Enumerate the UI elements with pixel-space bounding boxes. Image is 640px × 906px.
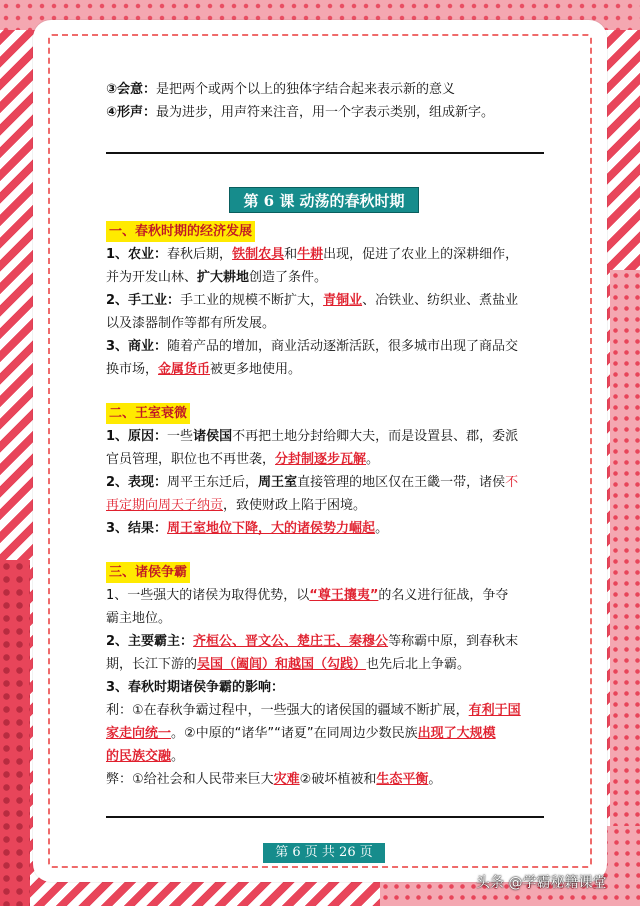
section-heading: 二、王室衰微 xyxy=(106,403,190,424)
right-dots-pattern xyxy=(610,270,640,830)
item-label: 1、农业： xyxy=(106,247,168,262)
left-dots-pattern xyxy=(0,560,30,906)
text-line xyxy=(106,494,546,517)
item-label: 3、商业： xyxy=(106,339,168,354)
keyword: 不 xyxy=(505,475,519,490)
intro-block xyxy=(106,78,546,124)
intro-line-1 xyxy=(106,78,546,101)
item-label: 2、主要霸主： xyxy=(106,634,194,649)
keyword: 有利于国 xyxy=(468,703,521,718)
intro-line-2 xyxy=(106,101,546,124)
text: 出现，促进了农业上的深耕细作， xyxy=(323,247,519,262)
keyword: 出现了大规模 xyxy=(417,726,496,741)
keyword: 扩大耕地 xyxy=(197,270,250,285)
term-label: ③会意： xyxy=(106,82,157,97)
keyword: 分封制逐步瓦解 xyxy=(275,452,367,467)
text: 手工业的规模不断扩大， xyxy=(180,293,324,308)
text: ，致使财政上陷于困境。 xyxy=(223,498,367,513)
text: 创造了条件。 xyxy=(249,270,328,285)
text-line xyxy=(106,335,546,358)
keyword: 齐桓公、晋文公、楚庄王、秦穆公 xyxy=(193,634,389,649)
keyword: 再定期向周天子纳贡 xyxy=(106,498,224,513)
keyword: “尊王攘夷” xyxy=(309,588,379,603)
watermark: 头条 @学霸秘籍课堂 xyxy=(476,875,607,891)
text-line xyxy=(106,607,546,630)
text: 被更多地使用。 xyxy=(210,362,302,377)
lesson-title: 第 6 课 动荡的春秋时期 xyxy=(229,187,419,213)
footer-divider xyxy=(106,816,544,818)
keyword: 灾难 xyxy=(273,772,300,787)
text: 、冶铁业、纺织业、煮盐业 xyxy=(362,293,519,308)
text-line xyxy=(106,471,546,494)
text-line xyxy=(106,448,546,471)
keyword: 周王室 xyxy=(258,475,298,490)
text-line xyxy=(106,358,546,381)
divider-rule xyxy=(106,152,544,154)
keyword: 家走向统一 xyxy=(106,726,172,741)
text: 官员管理，职位也不再世袭， xyxy=(106,452,276,467)
text: 利：①在春秋争霸过程中，一些强大的诸侯国的疆域不断扩展， xyxy=(106,703,469,718)
text-line xyxy=(106,584,546,607)
text: 。 xyxy=(428,772,442,787)
item-label: 2、手工业： xyxy=(106,293,181,308)
text-line xyxy=(106,768,546,791)
text-line xyxy=(106,425,546,448)
text: 周平王东迁后， xyxy=(167,475,259,490)
section-hegemony xyxy=(106,561,546,791)
text: 弊：①给社会和人民带来巨大 xyxy=(106,772,274,787)
text-line xyxy=(106,289,546,312)
text: 的名义进行征战，争夺 xyxy=(378,588,509,603)
text: 期，长江下游的 xyxy=(106,657,198,672)
text-line xyxy=(106,722,546,745)
term-text: 最为进步，用声符来注音，用一个字表示类别，组成新字。 xyxy=(156,105,495,120)
text: 不再把土地分封给卿大夫，而是设置县、郡，委派 xyxy=(232,429,519,444)
text: ②破坏植被和 xyxy=(299,772,377,787)
item-label: 2、表现： xyxy=(106,475,168,490)
keyword: 青铜业 xyxy=(323,293,363,308)
term-text: 是把两个或两个以上的独体字结合起来表示新的意义 xyxy=(156,82,456,97)
page-number: 第 6 页 共 26 页 xyxy=(263,843,385,863)
text-line xyxy=(106,312,546,335)
text: 。 xyxy=(375,521,389,536)
text-line xyxy=(106,745,546,768)
text: 。 xyxy=(171,749,185,764)
section-heading: 一、春秋时期的经济发展 xyxy=(106,221,255,242)
item-label: 3、结果： xyxy=(106,521,168,536)
item-label: 1、原因： xyxy=(106,429,168,444)
item-label: 3、春秋时期诸侯争霸的影响： xyxy=(106,680,285,695)
text: 。②中原的“诸华”“诸夏”在同周边少数民族 xyxy=(171,726,418,741)
text-line xyxy=(106,517,546,540)
text-line xyxy=(106,266,546,289)
term-label: ④形声： xyxy=(106,105,157,120)
keyword: 诸侯国 xyxy=(193,429,233,444)
text: 等称霸中原，到春秋末 xyxy=(388,634,519,649)
keyword: 生态平衡 xyxy=(376,772,429,787)
section-royal-decline xyxy=(106,402,546,540)
text: 以及漆器制作等都有所发展。 xyxy=(106,316,276,331)
text: 1、一些强大的诸侯为取得优势，以 xyxy=(106,588,310,603)
section-economy xyxy=(106,220,546,381)
text: 直接管理的地区仅在王畿一带，诸侯 xyxy=(297,475,506,490)
text: 霸主地位。 xyxy=(106,611,172,626)
text-line xyxy=(106,699,546,722)
text: 。 xyxy=(366,452,380,467)
text-line xyxy=(106,653,546,676)
text-line xyxy=(106,243,546,266)
section-heading: 三、诸侯争霸 xyxy=(106,562,190,583)
text: 也先后北上争霸。 xyxy=(366,657,471,672)
text: 一些 xyxy=(167,429,194,444)
text: 春秋后期， xyxy=(167,247,233,262)
keyword: 的民族交融 xyxy=(106,749,172,764)
keyword: 牛耕 xyxy=(297,247,324,262)
text: 并为开发山林、 xyxy=(106,270,198,285)
text: 换市场， xyxy=(106,362,159,377)
keyword: 周王室地位下降，大的诸侯势力崛起 xyxy=(167,521,376,536)
keyword: 金属货币 xyxy=(158,362,211,377)
text: 和 xyxy=(284,247,298,262)
text-line xyxy=(106,676,546,699)
keyword: 吴国（阖闾）和越国（勾践） xyxy=(197,657,367,672)
text-line xyxy=(106,630,546,653)
text: 随着产品的增加，商业活动逐渐活跃，很多城市出现了商品交 xyxy=(167,339,519,354)
keyword: 铁制农具 xyxy=(232,247,285,262)
